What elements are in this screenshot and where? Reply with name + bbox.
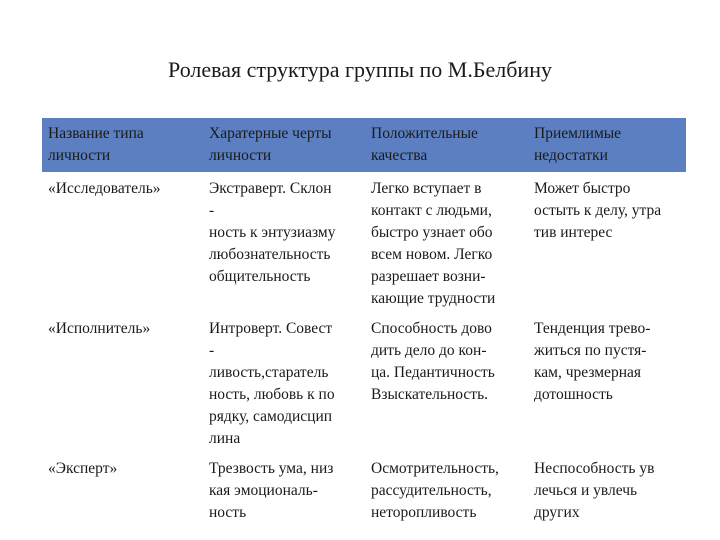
cell-positive: Легко вступает в контакт с людьми, быстро узнает обо всем новом. Легко разрешает возни- кающие трудности bbox=[371, 180, 496, 307]
cell-positive: Способность дово дить дело до кон- ца. Педантичность Взыскательность. bbox=[371, 320, 495, 403]
table-row bbox=[42, 452, 686, 528]
table-header-row bbox=[42, 118, 686, 172]
cell-type-name: «Исследователь» bbox=[48, 180, 161, 197]
cell-weaknesses: Тенденция трево- житься по пустя- кам, чрезмерная дотошность bbox=[534, 320, 651, 403]
header-type-name: Название типа личности bbox=[48, 125, 144, 164]
cell-traits: Экстраверт. Склон - ность к энтузиазму любознательность общительность bbox=[209, 180, 336, 285]
cell-type-name: «Эксперт» bbox=[48, 460, 118, 477]
cell-weaknesses: Может быстро остыть к делу, утра тив интерес bbox=[534, 180, 662, 241]
table-row bbox=[42, 312, 686, 452]
cell-traits: Трезвость ума, низ кая эмоциональ- ность bbox=[209, 460, 334, 521]
roles-table bbox=[42, 118, 686, 528]
table-row bbox=[42, 172, 686, 312]
header-positive: Положительные качества bbox=[371, 125, 478, 164]
header-traits: Харатерные черты личности bbox=[209, 125, 332, 164]
cell-traits: Интроверт. Совест - ливость,старатель ность, любовь к по рядку, самодисцип лина bbox=[209, 320, 335, 447]
header-weaknesses: Приемлимые недостатки bbox=[534, 125, 622, 164]
slide-title: Ролевая структура группы по М.Белбину bbox=[168, 57, 552, 82]
cell-type-name: «Исполнитель» bbox=[48, 320, 151, 337]
cell-positive: Осмотрительность, рассудительность, неторопливость bbox=[371, 460, 499, 521]
cell-weaknesses: Неспособность ув лечься и увлечь других bbox=[534, 460, 655, 521]
